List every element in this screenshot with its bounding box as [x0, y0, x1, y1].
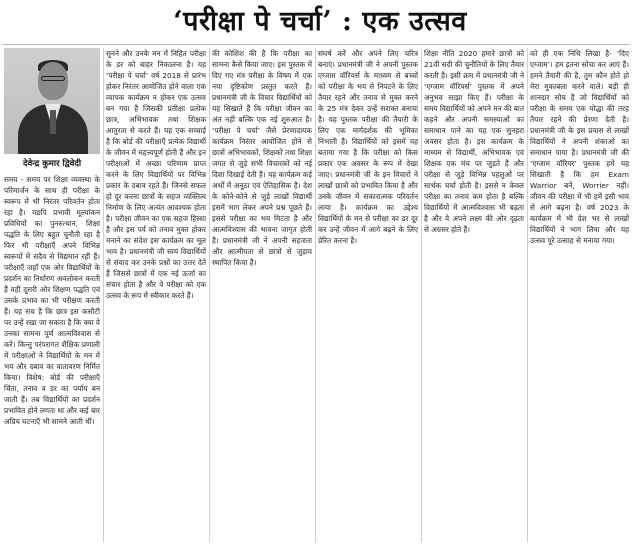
headline-divider — [2, 44, 630, 45]
column-text: को ही एक निधि लिखा है- ‘दिए एग्जाम’। हम इतना सोचा कर आएं हैं। हमने तैयारी की है, तुम कौन होते हो मेरा मुकाबला करने वाले। बड़ी ही शानदार सोच है जो विद्यार्थियों को परीक्षा के समय एक योद्धा की तरह तैयार रहने की प्रेरणा देती है। प्रधानमंत्री जी के इस प्रयास से लाखों विद्यार्थियों ने अपनी शंकाओं का समाधान पाया है। प्रधानमंत्री जी की ‘एग्जाम वॉरियर’ पुस्तक हमें यह सिखाती है कि हम Exam Warrior बनें, Worrier नहीं। जीवन की परीक्षा में भी हमें इसी भाव से आगे बढ़ना है। वर्ष 2023 के कार्यक्रम में भी देश भर से लाखों विद्यार्थियों ने भाग लिया और यह उत्सव पूरे उत्साह से मनाया गया। — [530, 49, 629, 245]
article-column-2 — [106, 48, 206, 542]
column-text: संघर्ष करें और अपने लिए चरित्र बनाएं। प्रधानमंत्री जी ने अपनी पुस्तक एग्जाम वॉरियर्स के माध्यम से बच्चों को परीक्षा के भय से निपटने के लिए तैयार रहने और तनाव से मुक्त करने के 25 मंत्र देकर उन्हें सशक्त बनाया है। यह पुस्तक परीक्षा की तैयारी के लिए एक मार्गदर्शक की भूमिका निभाती है। विद्यार्थियों को इसमें यह बताया गया है कि परीक्षा को किस प्रकार एक अवसर के रूप में देखा जाए। प्रधानमंत्री जी के इन विचारों ने लाखों छात्रों को प्रभावित किया है और उनके जीवन में सकारात्मक परिवर्तन लाया है। कार्यक्रम का उद्देश्य विद्यार्थियों के मन से परीक्षा का डर दूर कर उन्हें जीवन में आगे बढ़ने के लिए प्रेरित करना है। — [318, 49, 418, 245]
column-divider — [209, 48, 210, 542]
column-text: सुनने और उनके मन में निहित परीक्षा के डर को बाहर निकालना है। यह ‘परीक्षा पे चर्चा’ वर्ष 2018 से प्रारंभ होकर निरंतर आयोजित होने वाला एक व्यापक कार्यक्रम न होकर एक उत्सव बन गया है जिसकी प्रतीक्षा प्रत्येक छात्र, अभिभावक तथा शिक्षक आतुरता से करते हैं। यह एक सच्चाई है कि बोर्ड की परीक्षाएँ प्रत्येक विद्यार्थी के जीवन में महत्त्वपूर्ण होती हैं और इन परीक्षाओं में अच्छा परिणाम प्राप्त करने के लिए विद्यार्थियों पर विभिन्न प्रकार के दबाव रहते हैं। जिनसे सफल हो दूर करना छात्रों के सहज व्यक्तित्व निर्माण के लिए अत्यंत आवश्यक होता है। परीक्षा जीवन का एक सहज हिस्सा है और इस पर्व को तनाव मुक्त होकर मनाने का संदेश इस कार्यक्रम का मूल भाव है। प्रधानमंत्री जी स्वयं विद्यार्थियों से संवाद कर उनके प्रश्नों का उत्तर देते हैं जिससे छात्रों में एक नई ऊर्जा का संचार होता है और वे परीक्षा को एक उत्सव के रूप में स्वीकार करते हैं। — [106, 49, 206, 300]
author-photo — [4, 48, 100, 154]
column-text: शिक्षा नीति 2020 हमारे छात्रों को 21वीं सदी की चुनौतियों के लिए तैयार करती है। इसी क्रम में प्रधानमंत्री जी ने ‘एग्जाम वॉरियर्स’ पुस्तक में अपने अनुभव साझा किए हैं। परीक्षा के समय विद्यार्थियों को अपने मन की बात कहने और अपनी समस्याओं का समाधान पाने का यह एक सुनहरा अवसर होता है। इस कार्यक्रम के माध्यम से विद्यार्थी, अभिभावक एवं शिक्षक एक मंच पर जुड़ते हैं और परीक्षा से जुड़े विभिन्न पहलुओं पर सार्थक चर्चा होती है। इससे न केवल परीक्षा का तनाव कम होता है बल्कि विद्यार्थियों में आत्मविश्वास भी बढ़ता है और वे अपने लक्ष्य की ओर दृढ़ता से अग्रसर होते हैं। — [424, 49, 524, 234]
column-divider — [527, 48, 528, 542]
column-divider — [421, 48, 422, 542]
column-text: समय - समय पर शिक्षा व्यवस्था के परिमार्जन के साथ ही परीक्षा के स्वरूप में भी निरंतर परिवर्तन होता रहा है। यद्यपि प्रभावी मूल्यांकन प्रविधियों का पुनरुत्थान, शिक्षा पद्धति के लिए बहुत चुनौती रहा है फिर भी परीक्षाएँ अपने विभिन्न स्वरूपों में सदैव से विद्यमान रहीं हैं। परीक्षाएँ जहाँ एक ओर विद्यार्थियों के प्रदर्शन का निर्धारण अवलोकन करती हैं वहीं दूसरी ओर शिक्षण पद्धति एवं उसके प्रभाव का भी परीक्षण करती हैं। यह सच है कि छात्र इस कसौटी पर उन्हें रखा जा सकता है कि क्या वे उनका सामना पूर्ण आत्मविश्वास से करें। किन्तु परंपरागत शैक्षिक प्रणाली में परीक्षाओं ने विद्यार्थियों के मन में भय और दबाव का वातावरण निर्मित किया। विशेष: बोर्ड की परीक्षाएँ चिंता, तनाव व डर का पर्याय बन जाती हैं। तब विद्यार्थियों का प्रदर्शन प्रभावित होने लगता था और कई बार अप्रिय घटनाएँ भी सामने आती थीं। — [4, 175, 100, 426]
article-column-3 — [212, 48, 312, 542]
tie-shape — [50, 110, 56, 134]
article-column-5 — [424, 48, 524, 542]
article-column-1 — [4, 174, 100, 542]
head-shape — [38, 62, 68, 100]
author-byline: देवेन्द्र कुमार द्विवेदी — [22, 159, 82, 169]
column-divider — [315, 48, 316, 542]
column-text: की कोशिश की है कि परीक्षा का सामना कैसे किया जाए। इस पुस्तक में दिए गए मंत्र परीक्षा के विषय में एक नया दृष्टिकोण प्रस्तुत करते हैं। प्रधानमंत्री जी के विचार विद्यार्थियों को यह सिखाते हैं कि परीक्षा जीवन का अंत नहीं बल्कि एक नई शुरुआत है। ‘परीक्षा पे चर्चा’ जैसे प्रेरणादायक कार्यक्रम निरंतर आयोजित होने से छात्रों अभिभावकों, शिक्षकों तथा शिक्षा जगत से जुड़े सभी विचारकों को नई दिशा दिखाई देती है। यह कार्यक्रम कई अर्थों में अनूठा एवं ऐतिहासिक है। देश के कोने-कोने से जुड़े लाखों विद्यार्थी इसमें भाग लेकर अपने प्रश्न पूछते हैं। इससे परीक्षा का भय मिटता है और आत्मविश्वास की भावना जागृत होती है। प्रधानमंत्री जी ने अपनी सहजता और आत्मीयता से छात्रों से जुड़ाव स्थापित किया है। — [212, 49, 312, 267]
article-column-6 — [530, 48, 629, 542]
column-divider — [103, 48, 104, 542]
article-headline: ‘परीक्षा पे चर्चा’ : एक उत्सव — [173, 6, 467, 37]
article-column-4 — [318, 48, 418, 542]
glasses-shape — [41, 76, 65, 81]
